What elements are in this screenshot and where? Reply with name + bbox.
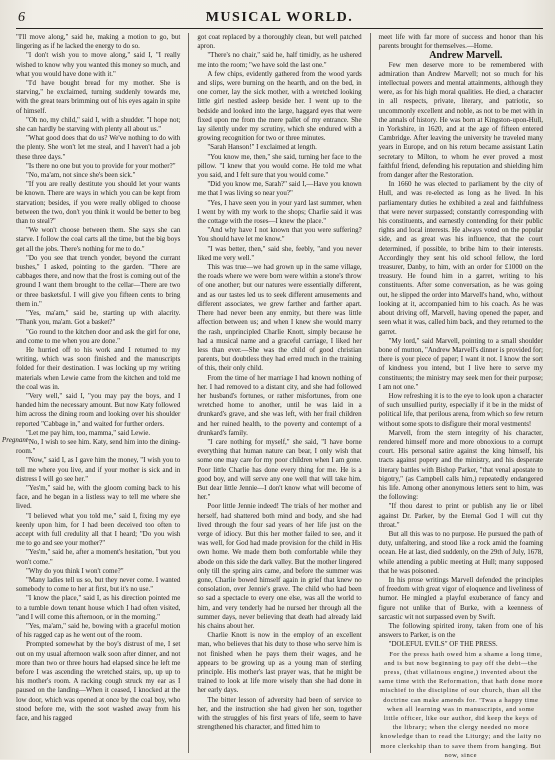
paragraph: "No, ma'am, not since she's been sick."	[26, 171, 136, 180]
column-divider	[188, 33, 189, 753]
paragraph: "I'll move along," said he, making a motion to go, but lingering as if he lacked the energy to do so.	[16, 33, 181, 51]
column-divider	[370, 33, 371, 753]
paragraph: "Do you see that trench yonder, beyond the currant bushes," I asked, pointing to the garden. "There are cabbages there, and now that the frost is coming out of the ground I want them brought to the cellar—There are two or three basketsful. I will give you fifteen cents to bring them in."	[16, 253, 181, 308]
masthead-title: MUSICAL WORLD.	[205, 10, 354, 25]
column-middle	[197, 33, 361, 753]
margin-note: Pregnant	[2, 436, 28, 444]
paragraph: In 1660 he was elected to parliament by the city of Hull, and was re-elected as long as he lived. In his parliamentary duties he exhibited a zeal and faithfulness that were never surpassed; constantly corresponding with his constituents, and earnestly contending for their public rights and local interests. He always voted on the popular side, and as great was his influence, that the court determined, if possible, to bribe him to their interests. Accordingly they sent his old school fellow, the lord treasurer, Danby, to him, with an order for £1000 on the treasury. He found him in a garret, writing to his constituents. After some conversation, as he was going out, he slipped the order into Marvell's hand, who, without looking at it, accompanied him to his coach. As he was about driving off, Marvell, having opened the paper, and seen what it was, called him back, and they returned to the garret.	[378, 180, 543, 336]
paragraph: Prompted somewhat by the boy's distrust of me, I set out on my usual afternoon walk soon after dinner, and not more than two or three hours had elapsed since he left me before I was ascending the wretched stairs, up, up up to his mother's room. A racking cough struck my ear as I paused on the landing—When it ceased, I knocked at the low door, which was opened at once by the coal boy, who stood before me, with the soot washed away from his face, and his ragged	[16, 640, 181, 723]
paragraph: "Many ladies tell us so, but they never come. I wanted somebody to come to her at first, but it's no use."	[16, 575, 181, 594]
paragraph: "I believed what you told me," said I, fixing my eye keenly upon him, for I had been deceived too often to accept with full credulity all that I heard; "Do you wish me to go and see your mother?"	[16, 511, 181, 548]
paragraph: "What good does that do us? We've nothing to do with the plenty. She won't let me steal, and I haven't had a job these three days."	[16, 134, 181, 161]
paragraph: He hurried off to his work and I returned to my writing, which was soon finished and the manuscripts folded for their destination. I was locking up my writing materials when Lewie came from the kitchen and told me the coal was in.	[16, 345, 181, 391]
paragraph: "You know me, then," she said, turning her face to the pillow. "I knew that you would come. He told me what you said, and I felt sure that you would come."	[197, 152, 362, 180]
paragraph: "Very well," said I, "you may pay the boys, and I handed him the necessary amount. But now Katy followed him across the dining room and looking over his shoulder reported "Cabbage in," and waited for further orders.	[16, 391, 181, 428]
paragraph: "DOLEFUL EVILS" OF THE PRESS.	[388, 640, 498, 649]
paragraph: "We won't choose between them. She says she can starve. I follow the coal carts all the time, but the big boys get all the jobs. There's nothing for me to do."	[16, 226, 181, 253]
page-header	[16, 8, 543, 29]
paragraph: "No, I wish to see him. Katy, send him into the dining-room."	[16, 437, 181, 456]
paragraph: "Is there no one but you to provide for your mother?"	[26, 161, 176, 170]
article-title: Andrew Marvell.	[429, 50, 503, 62]
paragraph: Poor little Jennie indeed! The trials of her mother and herself, had shattered both mind and body, and she had lived through the four sad years of her life just on the verge of idiocy. But this her mother failed to see, and it was well, for God had made provision for the child in His own home. We made them both comfortable while they abode on this side the dark valley. But the mother lingered only till the spring airs came, and before the summer was gone, Charlie bowed himself again in grief that knew no consolation, over Jennie's grave. The child who had been so sad a spectacle to every one else, was all the world to him, and very tenderly had he nursed her through all the summer days, never believing that death had already laid his chains about her.	[197, 502, 362, 630]
paragraph: But all this was to no purpose. He pursued the path of duty, unfaltering, and stood like a rock amid the foaming ocean. He at last, died suddenly, on the 29th of July, 1678, while attending a public meeting at Hull; many supposed that he was poisoned.	[378, 529, 543, 575]
paragraph: The following spirited irony, taken from one of his answers to Parker, is on the	[378, 622, 543, 640]
paragraph: Charlie Knott is now in the employ of an excellent man, who believes that his duty to those who serve him is not finished when he pays them their wages, and he appears to be growing up as a young man of sterling principle. His mother's last prayer was, that he might be trained to look at life more wisely than she had done in her early days.	[197, 631, 362, 695]
paragraph: "And why have I not known that you were suffering? You should have let me know."	[197, 226, 362, 244]
paragraph: "There's no chair," said he, half timidly, as he ushered me into the room; "we have sold the last one."	[197, 51, 362, 69]
paragraph: "Did you know me, Sarah?" said I,—Have you known me that I was living so near you?"	[197, 180, 362, 198]
paragraph: "I care nothing for myself," she said, "I have borne everything that human nature can bear, I only wish that some one may care for my poor children when I am gone. Poor little Charlie has done every thing for me. He is a good boy, and will serve any one well that will take him. But dear little Jennie—I don't know what will become of her."	[197, 437, 362, 502]
paragraph: "Go round to the kitchen door and ask the girl for one, and come to me when you are done."	[16, 327, 181, 345]
column-left	[16, 33, 180, 753]
paragraph: "Oh no, my child," said I, with a shudder. "I hope not; she can hardly be starving with plenty all about us."	[16, 115, 181, 134]
paragraph: "Let me pay him, too, mamma," said Lewie.	[26, 428, 151, 437]
paragraph: "Yes, ma'am," said he, bowing with a graceful motion of his ragged cap as he went out of the room.	[16, 622, 181, 640]
paragraph: "Yes'm," said he, after a moment's hesitation, "but you won't come."	[16, 548, 181, 566]
paragraph: A few chips, evidently gathered from the wood yards and slips, were burning on the hearth, and on the bed, in one corner, lay the sick mother, with a wretched looking little girl nestled asleep beside her. I went up to the bedside and looked into the large, haggard eyes that were fixed upon me from the mere pallet of my entrance. She lay silently under my scrutiny, which she endured with a growing recognition for two or three minutes.	[197, 69, 362, 143]
paragraph: "If thou darest to print or publish any lie or libel against Dr. Parker, by the Eternal God I will cut thy throat."	[378, 502, 543, 529]
paragraph: The bitter lesson of adversity had been of service to her, and the instruction she had given her son, together with the struggles of his first years of life, seem to have strengthened his character, and fitted him to	[197, 695, 362, 732]
paragraph: "My lord," said Marvell, pointing to a small shoulder bone of mutton, "Andrew Marvell's dinner is provided for; there is your piece of paper; I want it not. I know the sort of kindness you intend, but I live here to serve my constituents; the ministry may seek men for their purpose; I am not one."	[378, 336, 543, 391]
paragraph: got coat replaced by a thoroughly clean, but well patched apron.	[197, 33, 362, 51]
paragraph: "Sarah Hanson!" I exclaimed at length.	[207, 143, 317, 152]
paragraph: "Yes'm," said he, with the gloom coming back to his face, and he began in a listless way to tell me where she lived.	[16, 483, 181, 511]
paragraph: "If you are really destitute you should let your wants be known. There are ways in which you can be kept from starvation; besides, if you were really obliged to choose between the two, don't you think it would be better to beg than to steal?"	[16, 180, 181, 226]
paragraph: "I know the place," said I, as his direction pointed me to a tumble down tenant house which I had often visited, "and I will come this afternoon, or in the morning."	[16, 594, 181, 621]
paragraph: "Yes, I have seen you in your yard last summer, when I went by with my work to the shops; Charlie said it was the cottage with the roses—I knew the place."	[197, 198, 362, 226]
paragraph: "Yes, ma'am," said he, starting up with alacrity. "Thank you, ma'am. Got a basket?"	[16, 309, 181, 327]
column-right	[378, 33, 543, 759]
paragraph: "I was better, then," said she, feebly, "and you never liked me very well."	[197, 244, 362, 262]
paragraph: This was true—we had grown up in the same village, the roads where we were born were within a stone's throw of one another; but our natures were essentially different, and as our tastes led us to seek different amusements and different associates, we grew farther and farther apart. There had never been any enmity, but there was little affection between us; and when I knew she would marry the rash, unprincipled Charlie Knott, simply because he had a musical name and a graceful carriage, I liked her less than ever.—She was the child of good christian parents, but doubtless they had erred much in the training of this, their only child.	[197, 263, 362, 373]
page-number: 6	[18, 10, 25, 25]
paragraph: Marvell, from the stern integrity of his character, rendered himself more and more obnoxious to a corrupt court. His personal satire against the king himself, his tracts against popery and the ministry, and his desperate literary battles with Bishop Parker, "that venal apostate to bigotry," (as Campbell calls him,) repeatedly endangered his life. Among other anonymous letters sent to him, was the following:	[378, 428, 543, 502]
text-columns	[16, 33, 543, 759]
paragraph: "Why do you think I won't come?"	[26, 566, 124, 575]
paragraph: "Now," said I, as I gave him the money, "I wish you to tell me where you live, and if your mother is sick and in distress I will go see her."	[16, 456, 181, 483]
paragraph: In his prose writings Marvell defended the principles of freedom with great vigor of eloquence and liveliness of humor. He mingled a playful exuberance of fancy and figure not unlike that of Burke, with a keenness of sarcastic wit not surpassed even by Swift.	[378, 575, 543, 621]
paragraph: From the time of her marriage I had known nothing of her. I had removed to a distant city, and she had followed her husband's fortunes, or rather misfortunes, from one wretched home to another, until he was laid in a drunkard's grave, and she was left, with her frail children and her ruined health, to the poverty and contempt of a drunkard's family.	[197, 373, 362, 437]
paragraph: How refreshing it is to the eye to look upon a character of such unsullied purity, especially if it be in the midst of political life, that perilous arena, from which so few return without some spots to disfigure their moral vestments!	[378, 391, 543, 428]
paragraph: Few men deserve more to be remembered with admiration than Andrew Marvell; not so much for his intellectual powers and mental attainments, although they were, as for his high moral qualities. He died, a character in all respects, private, literary, and patriotic, so uncommonly excellent and noble, as not to be met with in the annals of history. He was born at Kingston-upon-Hull, in Yorkshire, in 1620, and at the age of fifteen entered Cambridge. After leaving the university he traveled many years in Europe, and on his return became assistant Latin secretary to Milton, to whom he ever proved a most faithful friend, defending his reputation and shielding him from danger after the Restoration.	[378, 60, 543, 180]
paragraph: meet life with far more of success and honor than his parents brought for themselves.—Home.	[378, 33, 543, 51]
section-heading: For the press hath owed him a shame a long time, and is but now beginning to pay off the debt—the press, (that villainous engine,) invented about the same time with the Reformation, that hath done more mischief to the discipline of our church, than all the doctrine can make amends for. 'Twas a happy time when all learning was in manuscripts, and some little officer, like our author, did keep the keys of the library; when the clergy needed no more knowledge than to read the Liturgy; and the laity no more clerkship than to save them from hanging. But now, since	[378, 650, 543, 759]
paragraph: "I'd have bought bread for my mother. She is starving," he exclaimed, turning suddenly towards me, with the great tears brimming out of his eyes again in spite of himself.	[16, 79, 181, 115]
paragraph: "I don't wish you to move along," said I, "I really wished to know why you wanted this money so much, and what you would have done with it."	[16, 51, 181, 78]
